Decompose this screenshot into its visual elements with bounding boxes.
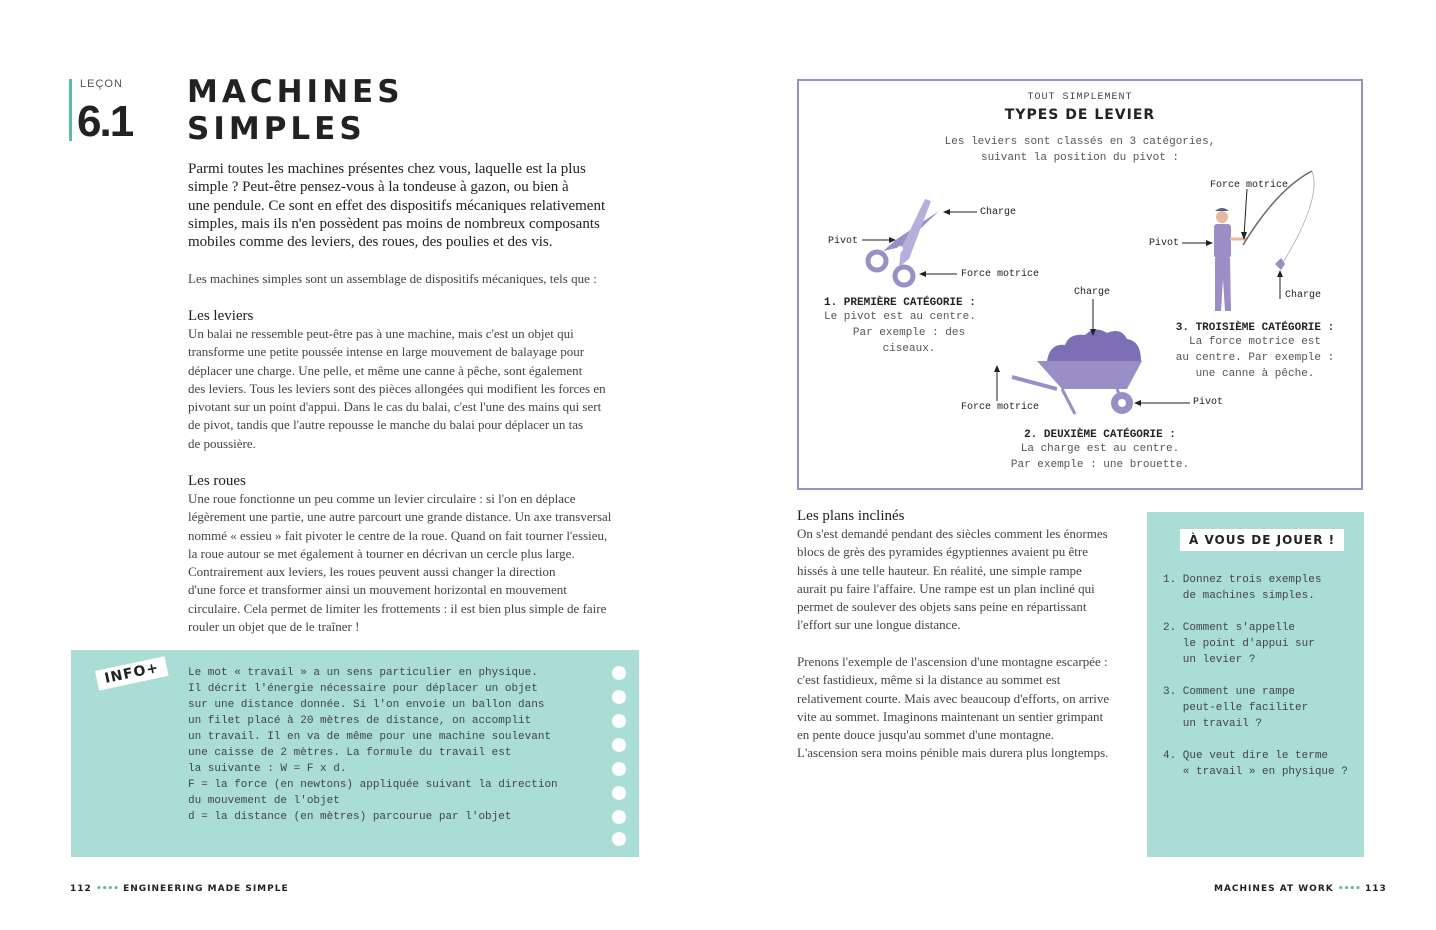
footer-right bbox=[1214, 884, 1387, 894]
inclined-line: permet de soulever des objets sans peine en répartissant bbox=[797, 599, 1087, 615]
wheels-line: Une roue fonctionne un peu comme un levier circulaire : si l'on en déplace bbox=[188, 491, 576, 506]
quiz-question-3 bbox=[1163, 684, 1308, 732]
quiz-line: 1. Donnez trois exemples bbox=[1163, 574, 1322, 586]
category-1-desc: Par exemple : des bbox=[852, 327, 966, 339]
intro-line: simple ? Peut-être pensez-vous à la tondeuse à gazon, ou bien à bbox=[188, 179, 569, 196]
footer-dots: •••• bbox=[95, 884, 119, 894]
lesson-accent-bar bbox=[69, 79, 72, 141]
title-line-2: SIMPLES bbox=[187, 111, 366, 147]
notebook-hole-icon bbox=[612, 666, 626, 680]
scissors-charge-label: Charge bbox=[980, 207, 1017, 218]
levers-line: de pivot, tandis que l'autre repousse le manche du balai pour déplacer un tas bbox=[188, 417, 584, 433]
page-number-right: 113 bbox=[1365, 884, 1387, 894]
barrow-force-label: Force motrice bbox=[961, 402, 1040, 413]
wheels-line: Contrairement aux leviers, les roues peuvent aussi changer la direction bbox=[188, 564, 556, 580]
wheels-paragraph bbox=[188, 490, 643, 636]
inclined-paragraph-1 bbox=[797, 525, 1142, 635]
quiz-line: 2. Comment s'appelle bbox=[1163, 622, 1296, 634]
category-1-title: 1. PREMIÈRE CATÉGORIE : bbox=[824, 297, 976, 309]
category-1-desc: ciseaux. bbox=[882, 343, 936, 355]
quiz-line: « travail » en physique ? bbox=[1163, 766, 1348, 778]
wheels-line: circulaire. Cela permet de limiter les frottements : il est bien plus simple de faire bbox=[188, 600, 607, 616]
scissors-force-label: Force motrice bbox=[961, 269, 1040, 280]
inclined-heading: Les plans inclinés bbox=[797, 508, 905, 524]
category-3-desc: une canne à pêche. bbox=[1195, 368, 1315, 380]
quiz-line: le point d'appui sur bbox=[1163, 638, 1315, 650]
levers-line: pivotant sur un point d'appui. Dans le cas du balai, c'est l'une des mains qui sert bbox=[188, 399, 602, 415]
rod-pivot-label: Pivot bbox=[1149, 238, 1180, 249]
page-number-left: 112 bbox=[70, 884, 92, 894]
footer-dots: •••• bbox=[1337, 884, 1361, 894]
levers-line: déplacer une charge. Une pelle, et même une canne à pêche, sont également bbox=[188, 362, 583, 378]
quiz-line: de machines simples. bbox=[1163, 590, 1315, 602]
category-3 bbox=[1160, 322, 1350, 382]
barrow-charge-label: Charge bbox=[1074, 287, 1111, 298]
footer-left bbox=[70, 884, 289, 894]
category-1 bbox=[824, 297, 994, 357]
quiz-line: peut-elle faciliter bbox=[1163, 702, 1309, 714]
quiz-line: 3. Comment une rampe bbox=[1163, 686, 1296, 698]
wheels-line: rouler un objet que de le traîner ! bbox=[188, 619, 360, 635]
wheels-line: d'une force et transformer ainsi un mouvement horizontal en mouvement bbox=[188, 582, 567, 598]
intro-paragraph bbox=[188, 160, 638, 251]
quiz-line: 4. Que veut dire le terme bbox=[1163, 750, 1329, 762]
inclined-paragraph-2 bbox=[797, 653, 1142, 763]
levers-line: transforme une petite poussée intense en large mouvement de balayage pour bbox=[188, 344, 585, 360]
category-2-title: 2. DEUXIÈME CATÉGORIE : bbox=[1024, 429, 1176, 441]
inclined-line: l'effort sur une longue distance. bbox=[797, 617, 961, 633]
footer-left-text: ENGINEERING MADE SIMPLE bbox=[123, 884, 289, 894]
category-3-title: 3. TROISIÈME CATÉGORIE : bbox=[1175, 322, 1335, 334]
notebook-hole-icon bbox=[612, 762, 626, 776]
footer-right-text: MACHINES AT WORK bbox=[1214, 884, 1334, 894]
quiz-question-1 bbox=[1163, 572, 1321, 604]
barrow-pivot-label: Pivot bbox=[1193, 397, 1224, 408]
intro-line: Parmi toutes les machines présentes chez vous, laquelle est la plus bbox=[188, 161, 586, 177]
rod-force-label: Force motrice bbox=[1210, 180, 1289, 191]
levers-line: Un balai ne ressemble peut-être pas à une machine, mais c'est un objet qui bbox=[188, 326, 574, 341]
quiz-line: un travail ? bbox=[1163, 718, 1263, 730]
info-text: Le mot « travail » a un sens particulier en physique. Il décrit l'énergie nécessaire pour déplacer un objet sur une distance donnée. Si l'on envoie un ballon dans un filet placé à 20 mètres de distance, on accomplit un travail. Il en va de même pour une machine soulevant une caisse de 2 mètres. La formule du travail est la suivante : W = F x d. F = la force (en newtons) appliquée suivant la direction du mouvement de l'objet d = la distance (en mètres) parcourue par l'objet bbox=[188, 667, 558, 823]
lever-box-intro-line: Les leviers sont classés en 3 catégories, bbox=[944, 136, 1216, 148]
category-3-desc: au centre. Par exemple : bbox=[1175, 352, 1335, 364]
wheels-line: la roue autour se met également à tourner en décrivan un cercle plus large. bbox=[188, 545, 575, 561]
lesson-label: LEÇON bbox=[80, 78, 123, 90]
lever-box-title: TYPES DE LEVIER bbox=[1004, 107, 1156, 123]
scissors-pivot-label: Pivot bbox=[828, 236, 859, 247]
inclined-line: c'est fastidieux, même si la distance au sommet est bbox=[797, 672, 1061, 688]
inclined-line: blocs de grès des pyramides égyptiennes avaient pu être bbox=[797, 544, 1088, 560]
inclined-line: aurait pu faire l'affaire. Une rampe est un plan incliné qui bbox=[797, 580, 1095, 596]
scissors-icon bbox=[868, 199, 939, 285]
inclined-line: relativement courte. Mais avec beaucoup d'efforts, on arrive bbox=[797, 690, 1110, 706]
inclined-line: L'ascension sera moins pénible mais durera plus longtemps. bbox=[797, 745, 1109, 761]
rod-charge-label: Charge bbox=[1285, 290, 1322, 301]
inclined-line: en pente douce jusqu'au sommet d'une montagne. bbox=[797, 727, 1055, 743]
inclined-line: hissés à une telle hauteur. En réalité, une simple rampe bbox=[797, 562, 1082, 578]
wheels-line: nommé « essieu » fait pivoter le centre de la roue. Quand on fait tourner l'essieu, bbox=[188, 527, 608, 543]
intro-line: mobiles comme des leviers, des roues, des poulies et des vis. bbox=[188, 234, 553, 251]
info-tag: INFO+ bbox=[95, 656, 169, 690]
lead-paragraph: Les machines simples sont un assemblage de dispositifs mécaniques, tels que : bbox=[188, 271, 597, 286]
notebook-hole-icon bbox=[612, 714, 626, 728]
quiz-question-4 bbox=[1163, 748, 1348, 780]
levers-heading: Les leviers bbox=[188, 308, 254, 324]
wheels-heading: Les roues bbox=[188, 473, 246, 489]
levers-line: de poussière. bbox=[188, 435, 256, 451]
category-2-desc: La charge est au centre. bbox=[1020, 443, 1180, 455]
category-3-desc: La force motrice est bbox=[1188, 336, 1322, 348]
notebook-hole-icon bbox=[612, 690, 626, 704]
category-1-desc: Le pivot est au centre. bbox=[824, 311, 976, 323]
intro-line: simples, mais ils n'en possèdent pas moins de nombreux composants bbox=[188, 215, 600, 232]
category-2 bbox=[985, 429, 1215, 473]
quiz-question-2 bbox=[1163, 620, 1315, 668]
lever-box-intro-line: suivant la position du pivot : bbox=[980, 152, 1180, 164]
notebook-hole-icon bbox=[612, 832, 626, 846]
inclined-line: vite au sommet. Imaginons maintenant un sentier grimpant bbox=[797, 708, 1104, 724]
quiz-line: un levier ? bbox=[1163, 654, 1256, 666]
inclined-line: Prenons l'exemple de l'ascension d'une montagne escarpée : bbox=[797, 654, 1108, 669]
title-line-1: MACHINES bbox=[187, 74, 404, 110]
wheels-line: légèrement une partie, une autre parcourt une grande distance. Un axe transversal bbox=[188, 509, 612, 525]
lever-box-kicker: TOUT SIMPLEMENT bbox=[1027, 92, 1133, 103]
notebook-hole-icon bbox=[612, 786, 626, 800]
category-2-desc: Par exemple : une brouette. bbox=[1010, 459, 1190, 471]
notebook-hole-icon bbox=[612, 738, 626, 752]
levers-paragraph bbox=[188, 325, 643, 453]
intro-line: une pendule. Ce sont en effet des dispositifs mécaniques relativement bbox=[188, 197, 606, 214]
notebook-hole-icon bbox=[612, 810, 626, 824]
quiz-title: À VOUS DE JOUER ! bbox=[1180, 529, 1344, 551]
page-title bbox=[187, 74, 404, 148]
inclined-line: On s'est demandé pendant des siècles comment les énormes bbox=[797, 526, 1108, 541]
lesson-number: 6.1 bbox=[77, 97, 133, 146]
levers-line: des leviers. Tous les leviers sont des pièces allongées qui modifient les forces en bbox=[188, 380, 606, 396]
